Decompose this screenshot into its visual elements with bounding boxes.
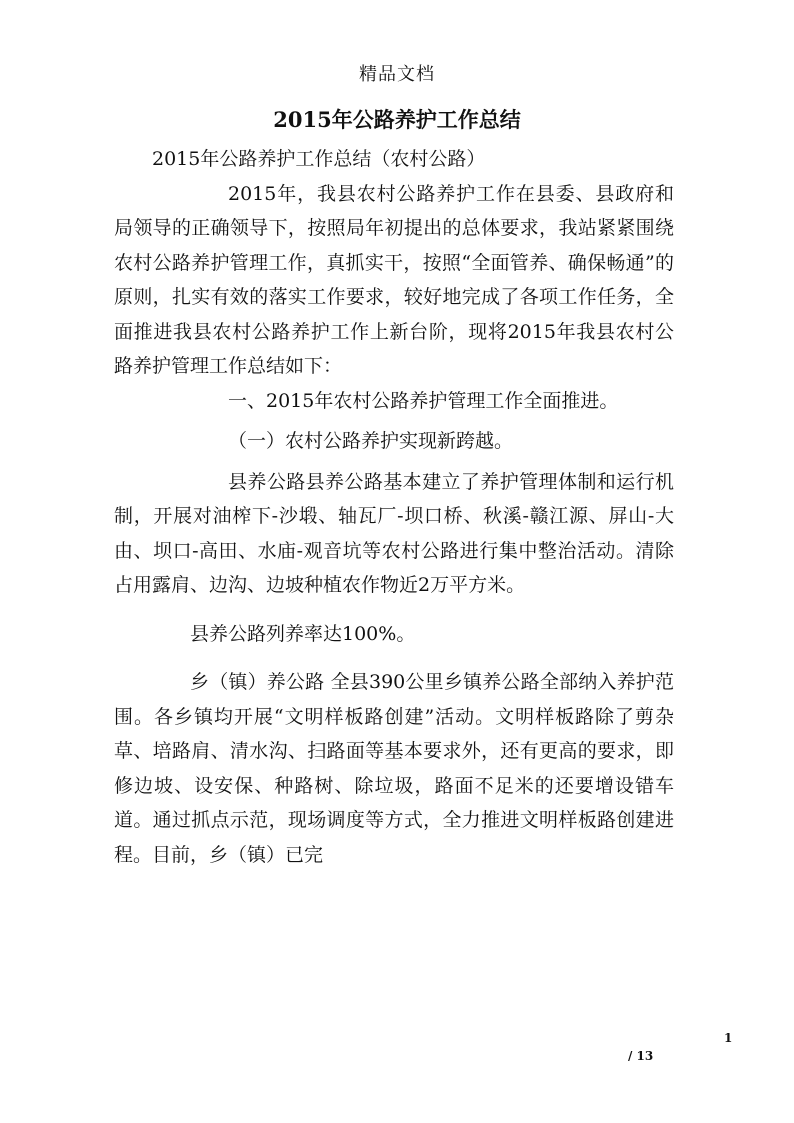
document-body — [114, 142, 674, 872]
page-number: 1 — [724, 1031, 733, 1045]
paragraph-county-roads: 县养公路县养公路基本建立了养护管理体制和运行机制，开展对油榨下-沙塅、轴瓦厂-坝口桥、秋溪-赣江源、屏山-大由、坝口-高田、水庙-观音坑等农村公路进行集中整治活动。清除占用露肩、边沟、边坡种植农作物近2万平方米。 — [114, 470, 674, 596]
section-heading-1: 一、2015年农村公路养护管理工作全面推进。 — [228, 389, 619, 412]
page-total: / 13 — [628, 1049, 654, 1063]
paragraph-county-rate: 县养公路列养率达100%。 — [190, 622, 416, 645]
section-heading-1-1: （一）农村公路养护实现新跨越。 — [228, 430, 514, 452]
paragraph-intro: 2015年，我县农村公路养护工作在县委、县政府和局领导的正确领导下，按照局年初提出的总体要求，我站紧紧围绕农村公路养护管理工作，真抓实干，按照“全面管养、确保畅通”的原则，扎实有效的落实工作要求，较好地完成了各项工作任务，全面推进我县农村公路养护工作上新台阶，现将2015年我县农村公路养护管理工作总结如下： — [114, 182, 674, 377]
document-subtitle: 2015年公路养护工作总结（农村公路） — [152, 148, 486, 170]
document-title: 2015年公路养护工作总结 — [273, 107, 521, 132]
paragraph-township-roads: 乡（镇）养公路 全县390公里乡镇养公路全部纳入养护范围。各乡镇均开展“文明样板路创建”活动。文明样板路除了剪杂草、培路肩、清水沟、扫路面等基本要求外，还有更高的要求，即修边坡、设安保、种路树、除垃圾，路面不足米的还要增设错车道。通过抓点示范，现场调度等方式，全力推进文明样板路创建进程。目前，乡（镇）已完 — [114, 671, 674, 866]
document-header: 精品文档 — [359, 64, 435, 85]
